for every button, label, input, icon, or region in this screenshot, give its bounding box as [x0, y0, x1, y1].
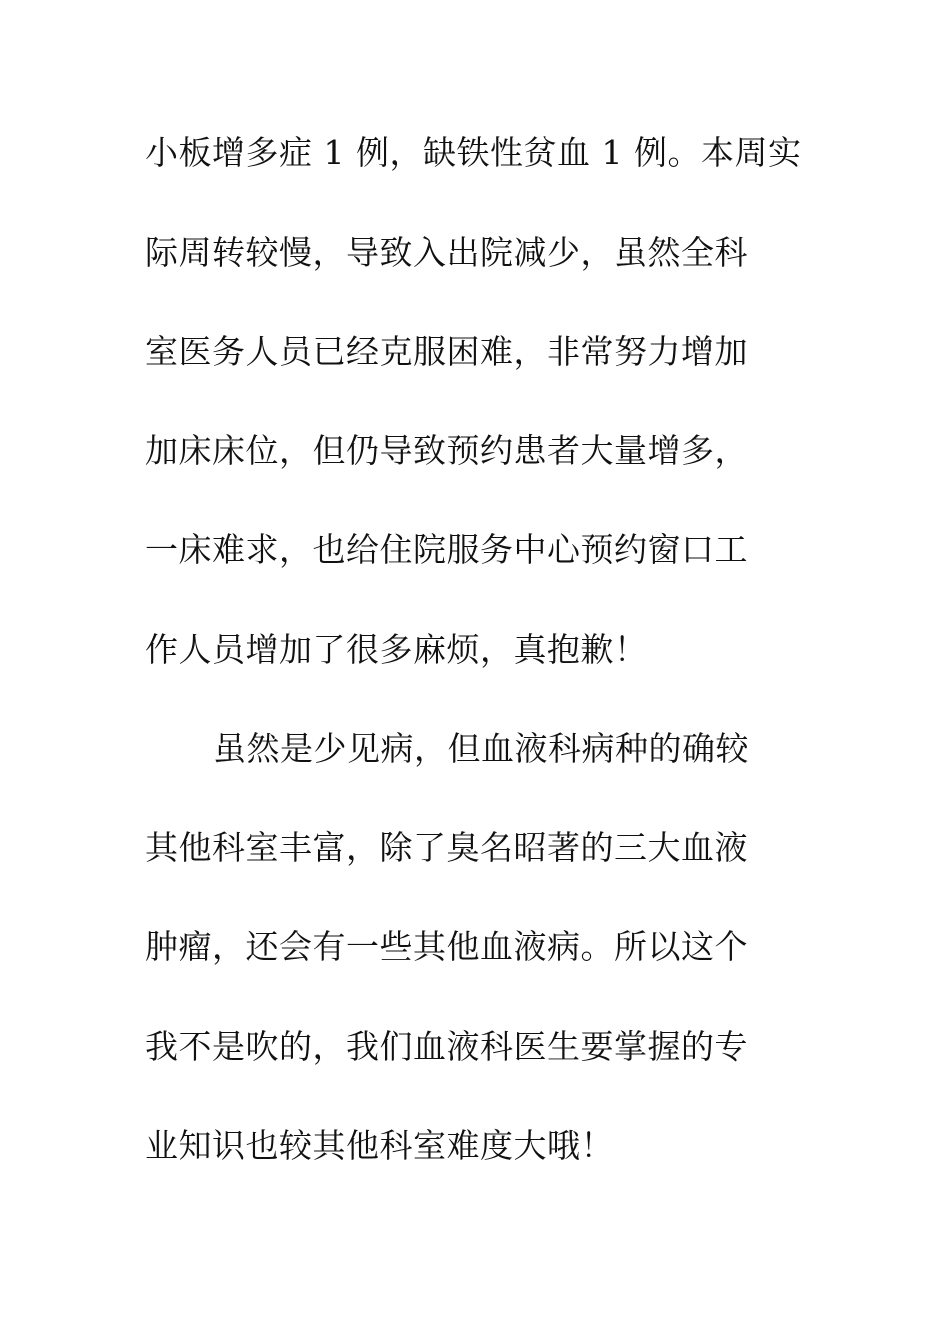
- text-line: 一床难求，也给住院服务中心预约窗口工: [145, 530, 748, 569]
- text-line: 业知识也较其他科室难度大哦！: [145, 1126, 614, 1165]
- text-line: 室医务人员已经克服困难，非常努力增加: [145, 332, 748, 371]
- text-line: 加床床位，但仍导致预约患者大量增多，: [145, 431, 748, 470]
- text-line: 我不是吹的，我们血液科医生要掌握的专: [145, 1027, 748, 1066]
- text-line: 其他科室丰富，除了臭名昭著的三大血液: [145, 828, 748, 867]
- text-line: 作人员增加了很多麻烦，真抱歉！: [145, 630, 648, 669]
- text-line: 肿瘤，还会有一些其他血液病。所以这个: [145, 927, 748, 966]
- text-line: 虽然是少见病，但血液科病种的确较: [213, 729, 749, 768]
- text-line: 际周转较慢，导致入出院减少，虽然全科: [145, 233, 748, 272]
- text-line: 小板增多症 1 例，缺铁性贫血 1 例。本周实: [145, 133, 802, 172]
